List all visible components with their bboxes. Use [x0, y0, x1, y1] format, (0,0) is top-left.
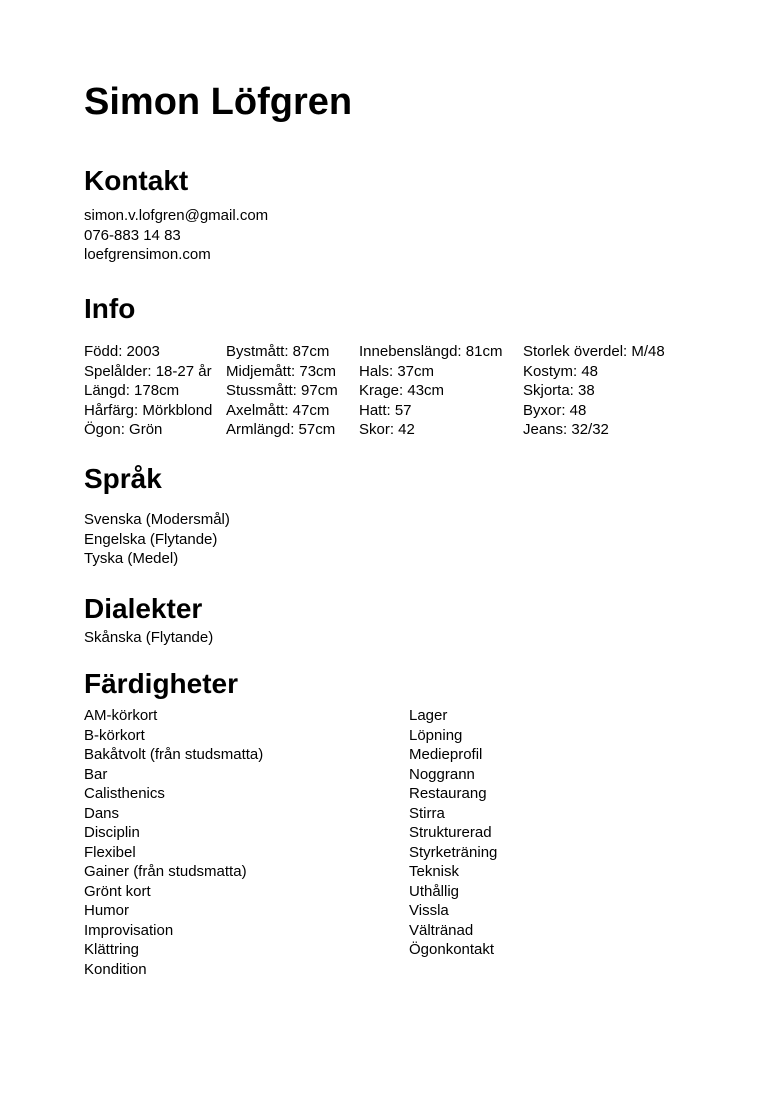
skills-column-right	[409, 706, 687, 960]
info-table	[84, 342, 687, 440]
skill-item: Kondition	[84, 960, 147, 978]
skill-item: Teknisk	[409, 863, 460, 880]
skill-item: Vältränad	[409, 921, 474, 939]
skill-item: Vissla	[409, 902, 449, 919]
skill-item: AM-körkort	[84, 707, 158, 724]
info-cell: Hårfärg: Mörkblond	[84, 401, 213, 419]
skill-item: Restaurang	[409, 785, 487, 802]
info-cell: Spelålder: 18-27 år	[84, 362, 212, 380]
dialects-list	[84, 628, 213, 648]
language-item: Tyska (Medel)	[84, 550, 179, 567]
info-column-measurements	[226, 342, 359, 440]
info-cell: Midjemått: 73cm	[226, 362, 337, 380]
dialect-item: Skånska (Flytande)	[84, 629, 214, 646]
skills-column-left	[84, 706, 409, 979]
skill-item: Flexibel	[84, 843, 136, 861]
language-item: Svenska (Modersmål)	[84, 511, 230, 528]
contact-phone: 076-883 14 83	[84, 226, 181, 244]
info-cell: Född: 2003	[84, 343, 160, 360]
info-cell: Hals: 37cm	[359, 362, 435, 380]
info-column-lengths	[359, 342, 523, 440]
contact-email: simon.v.lofgren@gmail.com	[84, 207, 269, 224]
info-column-sizes	[523, 342, 687, 440]
skill-item: Grönt kort	[84, 882, 151, 900]
info-cell: Storlek överdel: M/48	[523, 343, 665, 360]
skill-item: Styrketräning	[409, 843, 498, 861]
skill-item: Bakåtvolt (från studsmatta)	[84, 746, 264, 763]
contact-website: loefgrensimon.com	[84, 246, 211, 263]
info-cell: Jeans: 32/32	[523, 421, 609, 438]
page-title: Simon Löfgren	[84, 81, 353, 123]
info-cell: Bystmått: 87cm	[226, 343, 330, 360]
skill-item: Calisthenics	[84, 785, 165, 802]
skill-item: Improvisation	[84, 921, 174, 939]
skill-item: Bar	[84, 765, 108, 783]
info-cell: Axelmått: 47cm	[226, 401, 330, 419]
skills-list	[84, 706, 687, 979]
info-cell: Innebenslängd: 81cm	[359, 343, 503, 360]
skill-item: Dans	[84, 804, 120, 822]
skill-item: Disciplin	[84, 824, 140, 841]
skill-item: Gainer (från studsmatta)	[84, 863, 247, 880]
section-heading-dialekter: Dialekter	[84, 593, 203, 624]
section-heading-kontakt: Kontakt	[84, 165, 189, 196]
skill-item: Noggrann	[409, 765, 475, 783]
skill-item: Medieprofil	[409, 746, 483, 763]
info-cell: Krage: 43cm	[359, 382, 445, 399]
language-item: Engelska (Flytande)	[84, 530, 218, 548]
skill-item: B-körkort	[84, 726, 145, 744]
section-heading-info: Info	[84, 293, 136, 324]
skill-item: Uthållig	[409, 882, 460, 900]
info-cell: Byxor: 48	[523, 401, 587, 419]
skill-item: Lager	[409, 707, 448, 724]
info-cell: Hatt: 57	[359, 401, 412, 419]
skill-item: Strukturerad	[409, 824, 492, 841]
skill-item: Ögonkontakt	[409, 941, 495, 958]
languages-list	[84, 510, 230, 569]
skill-item: Humor	[84, 902, 130, 919]
info-cell: Skjorta: 38	[523, 382, 595, 399]
info-cell: Längd: 178cm	[84, 382, 180, 399]
info-cell: Stussmått: 97cm	[226, 382, 338, 399]
skill-item: Klättring	[84, 941, 140, 958]
section-heading-fardigheter: Färdigheter	[84, 668, 239, 699]
skill-item: Stirra	[409, 804, 445, 822]
skill-item: Löpning	[409, 726, 463, 744]
info-cell: Ögon: Grön	[84, 421, 163, 438]
info-cell: Armlängd: 57cm	[226, 421, 336, 438]
info-cell: Kostym: 48	[523, 362, 599, 380]
info-cell: Skor: 42	[359, 421, 415, 438]
section-heading-sprak: Språk	[84, 463, 162, 494]
contact-block	[84, 206, 268, 265]
info-column-personal	[84, 342, 226, 440]
